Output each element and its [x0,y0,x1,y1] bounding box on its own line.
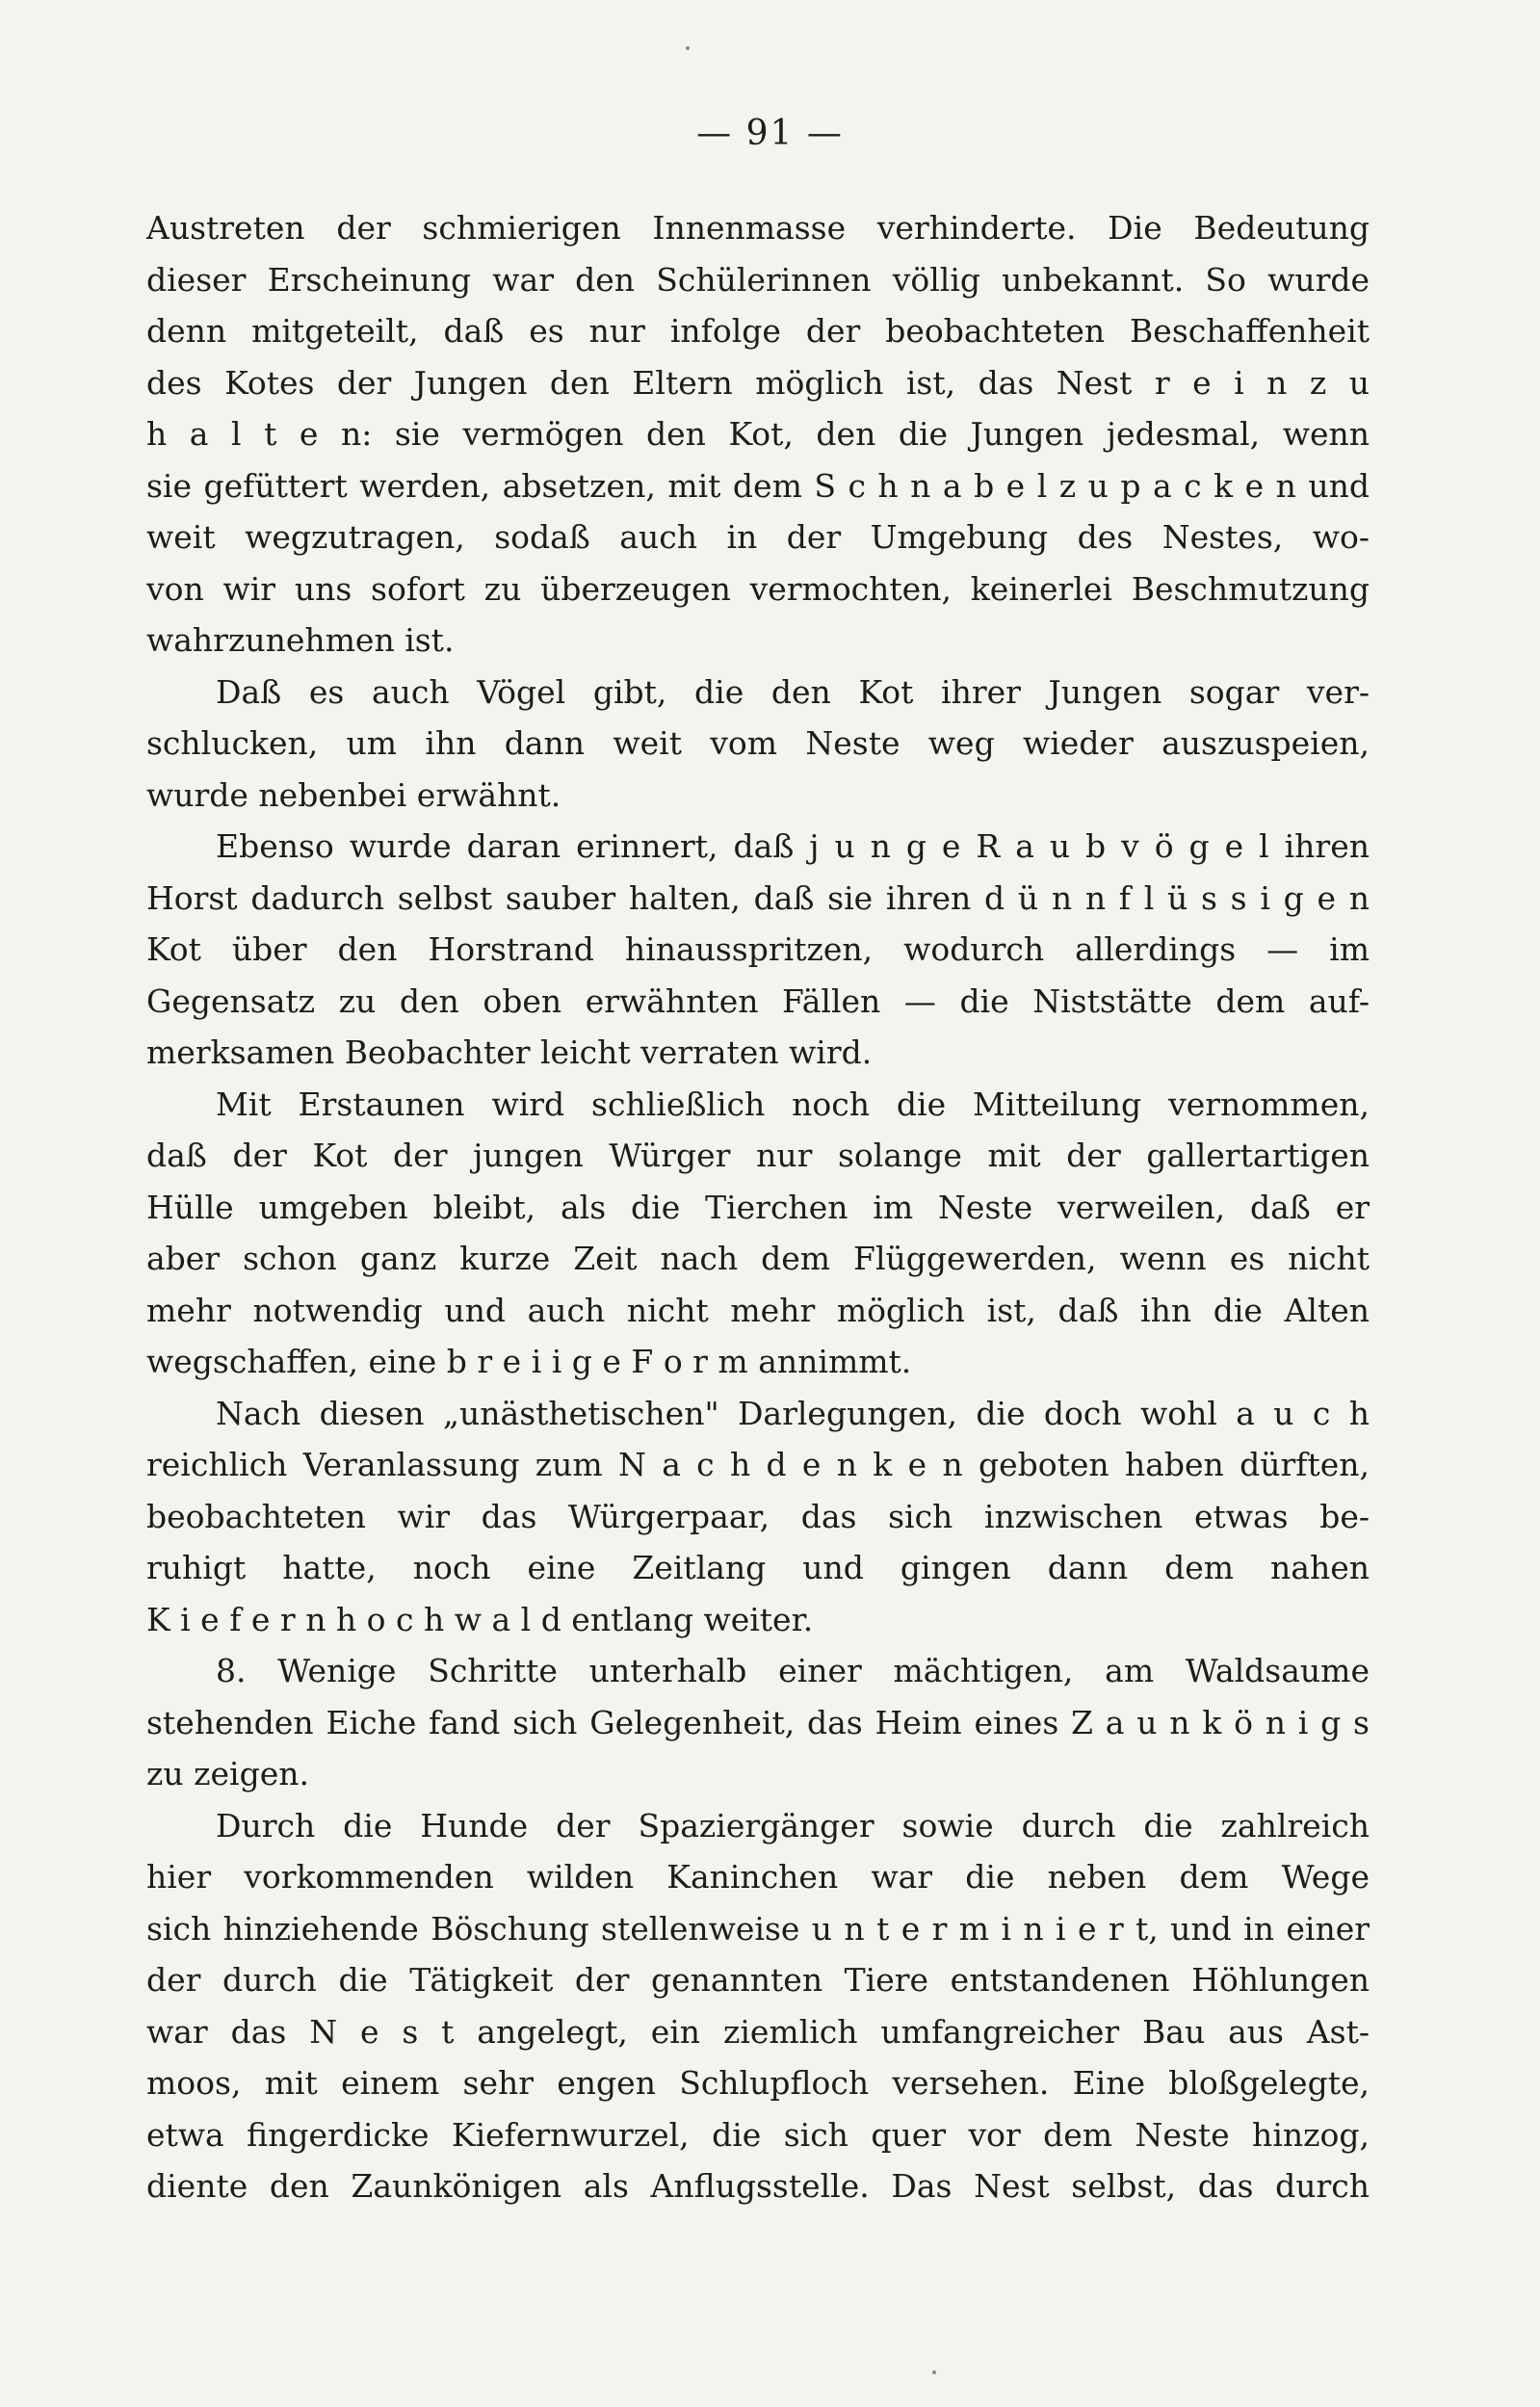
text-line: wurde nebenbei erwähnt. [146,775,561,814]
text-line: h a l t e n: sie vermögen den Kot, den die Jungen jedesmal, wenn [146,415,1370,453]
text-line: sich hinziehende Böschung stellenweise u n t e r m i n i e r t, und in einer [146,1909,1370,1948]
text-line: des Kotes der Jungen den Eltern möglich ist, das Nest r e i n z u [146,363,1370,402]
text-line: wahrzunehmen ist. [146,621,455,659]
text-line: zu zeigen. [146,1755,309,1792]
text-line: wegschaffen, eine b r e i i g e F o r m annimmt. [146,1343,912,1380]
text-line: moos, mit einem sehr engen Schlupfloch versehen. Eine bloßgelegte, [146,2064,1370,2102]
text-line: Ebenso wurde daran erinnert, daß j u n g e R a u b v ö g e l ihren [216,827,1370,865]
ink-speck [932,2370,936,2374]
text-line: der durch die Tätigkeit der genannten Tiere entstandenen Höhlungen [146,1961,1370,1999]
text-line: reichlich Veranlassung zum N a c h d e n k e n geboten haben dürften, [146,1446,1370,1483]
text-line: mehr notwendig und auch nicht mehr möglich ist, daß ihn die Alten [146,1291,1370,1329]
text-line: daß der Kot der jungen Würger nur solange mit der gallertartigen [146,1137,1370,1174]
text-line: denn mitgeteilt, daß es nur infolge der beobachteten Beschaffenheit [146,312,1370,350]
text-line: diente den Zaunkönigen als Anflugsstelle. Das Nest selbst, das durch [146,2167,1370,2205]
body-text [146,202,1370,2212]
text-line: Gegensatz zu den oben erwähnten Fällen — die Niststätte dem auf- [146,981,1370,1020]
text-line: beobachteten wir das Würgerpaar, das sich inzwischen etwas be- [146,1497,1370,1535]
text-line: weit wegzutragen, sodaß auch in der Umgebung des Nestes, wo- [146,518,1370,556]
text-line: merksamen Beobachter leicht verraten wird. [146,1033,873,1071]
text-line: war das N e s t angelegt, ein ziemlich umfangreicher Bau aus Ast- [146,2012,1370,2051]
text-line: 8. Wenige Schritte unterhalb einer mächtigen, am Waldsaume [216,1652,1370,1689]
page-number: — 91 — [696,114,844,153]
text-line: Nach diesen „unästhetischen" Darlegungen, die doch wohl a u c h [216,1394,1370,1432]
text-line: aber schon ganz kurze Zeit nach dem Flüggewerden, wenn es nicht [146,1240,1370,1277]
text-line: K i e f e r n h o c h w a l d entlang weiter. [146,1600,814,1638]
text-line: schlucken, um ihn dann weit vom Neste weg wieder auszuspeien, [146,724,1370,762]
text-line: stehenden Eiche fand sich Gelegenheit, das Heim eines Z a u n k ö n i g s [146,1703,1370,1741]
text-line: Hülle umgeben bleibt, als die Tierchen im Neste verweilen, daß er [146,1188,1370,1226]
text-line: dieser Erscheinung war den Schülerinnen völlig unbekannt. So wurde [146,260,1370,299]
text-line: Horst dadurch selbst sauber halten, daß sie ihren d ü n n f l ü s s i g e n [146,878,1370,917]
text-line: Durch die Hunde der Spaziergänger sowie durch die zahlreich [216,1806,1370,1844]
text-line: sie gefüttert werden, absetzen, mit dem S c h n a b e l z u p a c k e n und [146,466,1370,505]
text-line: Mit Erstaunen wird schließlich noch die Mitteilung vernommen, [216,1085,1370,1123]
text-line: Austreten der schmierigen Innenmasse verhinderte. Die Bedeutung [146,209,1370,247]
ink-speck [686,46,690,50]
text-line: ruhigt hatte, noch eine Zeitlang und gingen dann dem nahen [146,1549,1370,1586]
text-line: hier vorkommenden wilden Kaninchen war die neben dem Wege [146,1858,1370,1896]
text-line: Daß es auch Vögel gibt, die den Kot ihrer Jungen sogar ver- [216,672,1370,711]
text-line: etwa fingerdicke Kiefernwurzel, die sich quer vor dem Neste hinzog, [146,2115,1370,2154]
text-line: von wir uns sofort zu überzeugen vermochten, keinerlei Beschmutzung [146,569,1370,608]
text-line: Kot über den Horstrand hinausspritzen, wodurch allerdings — im [146,930,1370,968]
